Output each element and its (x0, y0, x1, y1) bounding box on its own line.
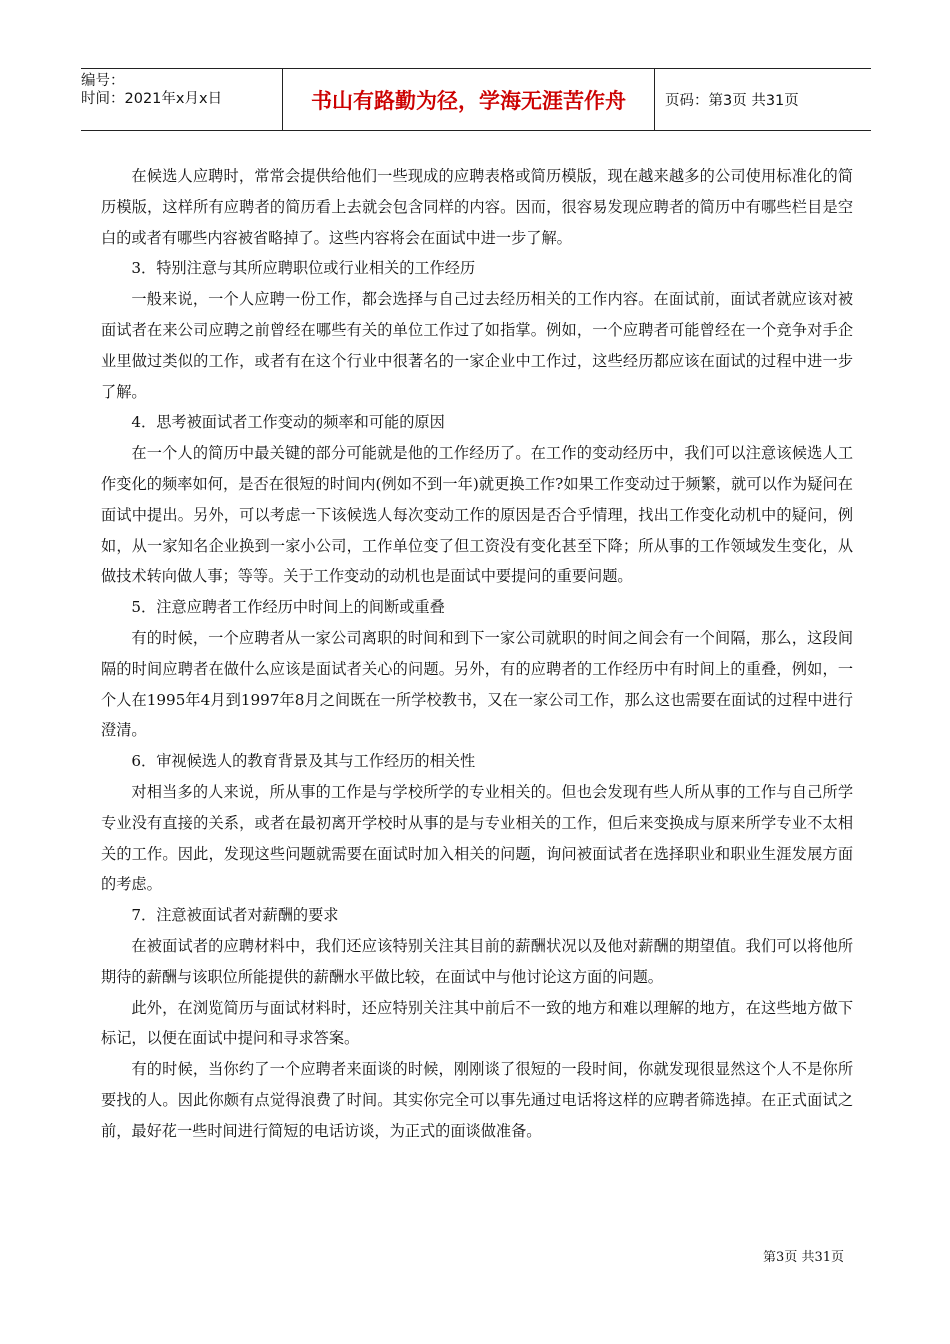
page-footer: 第3页 共31页 (763, 1250, 844, 1265)
paragraph: 对相当多的人来说，所从事的工作是与学校所学的专业相关的。但也会发现有些人所从事的工作与自己所学专业没有直接的关系，或者在最初离开学校时从事的是与专业相关的工作，但后来变换成与原来所学专业不太相关的工作。因此，发现这些问题就需要在面试时加入相关的问题，询问被面试者在选择职业和职业生涯发展方面的考虑。 (101, 782, 853, 894)
paragraph: 此外，在浏览简历与面试材料时，还应特别关注其中前后不一致的地方和难以理解的地方，在这些地方做下标记，以便在面试中提问和寻求答案。 (101, 998, 853, 1048)
paragraph: 在一个人的简历中最关键的部分可能就是他的工作经历了。在工作的变动经历中，我们可以注意该候选人工作变化的频率如何，是否在很短的时间内(例如不到一年)就更换工作?如果工作变动过于频繁，就可以作为疑问在面试中提出。另外，可以考虑一下该候选人每次变动工作的原因是否合乎情理，找出工作变化动机中的疑问，例如，从一家知名企业换到一家小公司，工作单位变了但工资没有变化甚至下降；所从事的工作领域发生变化，从做技术转向做人事；等等。关于工作变动的动机也是面试中要提问的重要问题。 (101, 444, 853, 586)
header-meta (81, 69, 282, 130)
section-heading: 6．审视候选人的教育背景及其与工作经历的相关性 (131, 752, 476, 771)
section-heading: 5．注意应聘者工作经历中时间上的间断或重叠 (131, 598, 445, 617)
document-date-label: 时间：2021年x月x日 (81, 91, 223, 107)
paragraph: 一般来说，一个人应聘一份工作，都会选择与自己过去经历相关的工作内容。在面试前，面试者就应该对被面试者在来公司应聘之前曾经在哪些有关的单位工作过了如指掌。例如，一个应聘者可能曾经在一个竞争对手企业里做过类似的工作，或者有在这个行业中很著名的一家企业中工作过，这些经历都应该在面试的过程中进一步了解。 (101, 290, 853, 401)
paragraph: 有的时候，当你约了一个应聘者来面谈的时候，刚刚谈了很短的一段时间，你就发现很显然这个人不是你所要找的人。因此你颇有点觉得浪费了时间。其实你完全可以事先通过电话将这样的应聘者筛选掉。在正式面试之前，最好花一些时间进行简短的电话访谈，为正式的面谈做准备。 (101, 1060, 853, 1140)
document-number-label: 编号： (81, 73, 125, 89)
section-heading: 4．思考被面试者工作变动的频率和可能的原因 (131, 413, 445, 432)
header-page-number: 页码：第3页 共31页 (665, 93, 799, 109)
paragraph: 有的时候，一个应聘者从一家公司离职的时间和到下一家公司就职的时间之间会有一个间隔，那么，这段间隔的时间应聘者在做什么应该是面试者关心的问题。另外，有的应聘者的工作经历中有时间上的重叠，例如，一个人在1995年4月到1997年8月之间既在一所学校教书，又在一家公司工作，那么这也需要在面试的过程中进行澄清。 (101, 628, 853, 740)
paragraph: 在被面试者的应聘材料中，我们还应该特别关注其目前的薪酬状况以及他对薪酬的期望值。我们可以将他所期待的薪酬与该职位所能提供的薪酬水平做比较，在面试中与他讨论这方面的问题。 (101, 936, 853, 986)
section-heading: 7．注意被面试者对薪酬的要求 (131, 906, 339, 925)
paragraph: 在候选人应聘时，常常会提供给他们一些现成的应聘表格或简历模版，现在越来越多的公司使用标准化的简历模版，这样所有应聘者的简历看上去就会包含同样的内容。因而，很容易发现应聘者的简历中有哪些栏目是空白的或者有哪些内容被省略掉了。这些内容将会在面试中进一步了解。 (101, 167, 853, 247)
header-motto: 书山有路勤为径，学海无涯苦作舟 (282, 69, 655, 130)
page-header (81, 68, 871, 131)
section-heading: 3．特别注意与其所应聘职位或行业相关的工作经历 (131, 259, 476, 278)
document-body (101, 161, 853, 1147)
